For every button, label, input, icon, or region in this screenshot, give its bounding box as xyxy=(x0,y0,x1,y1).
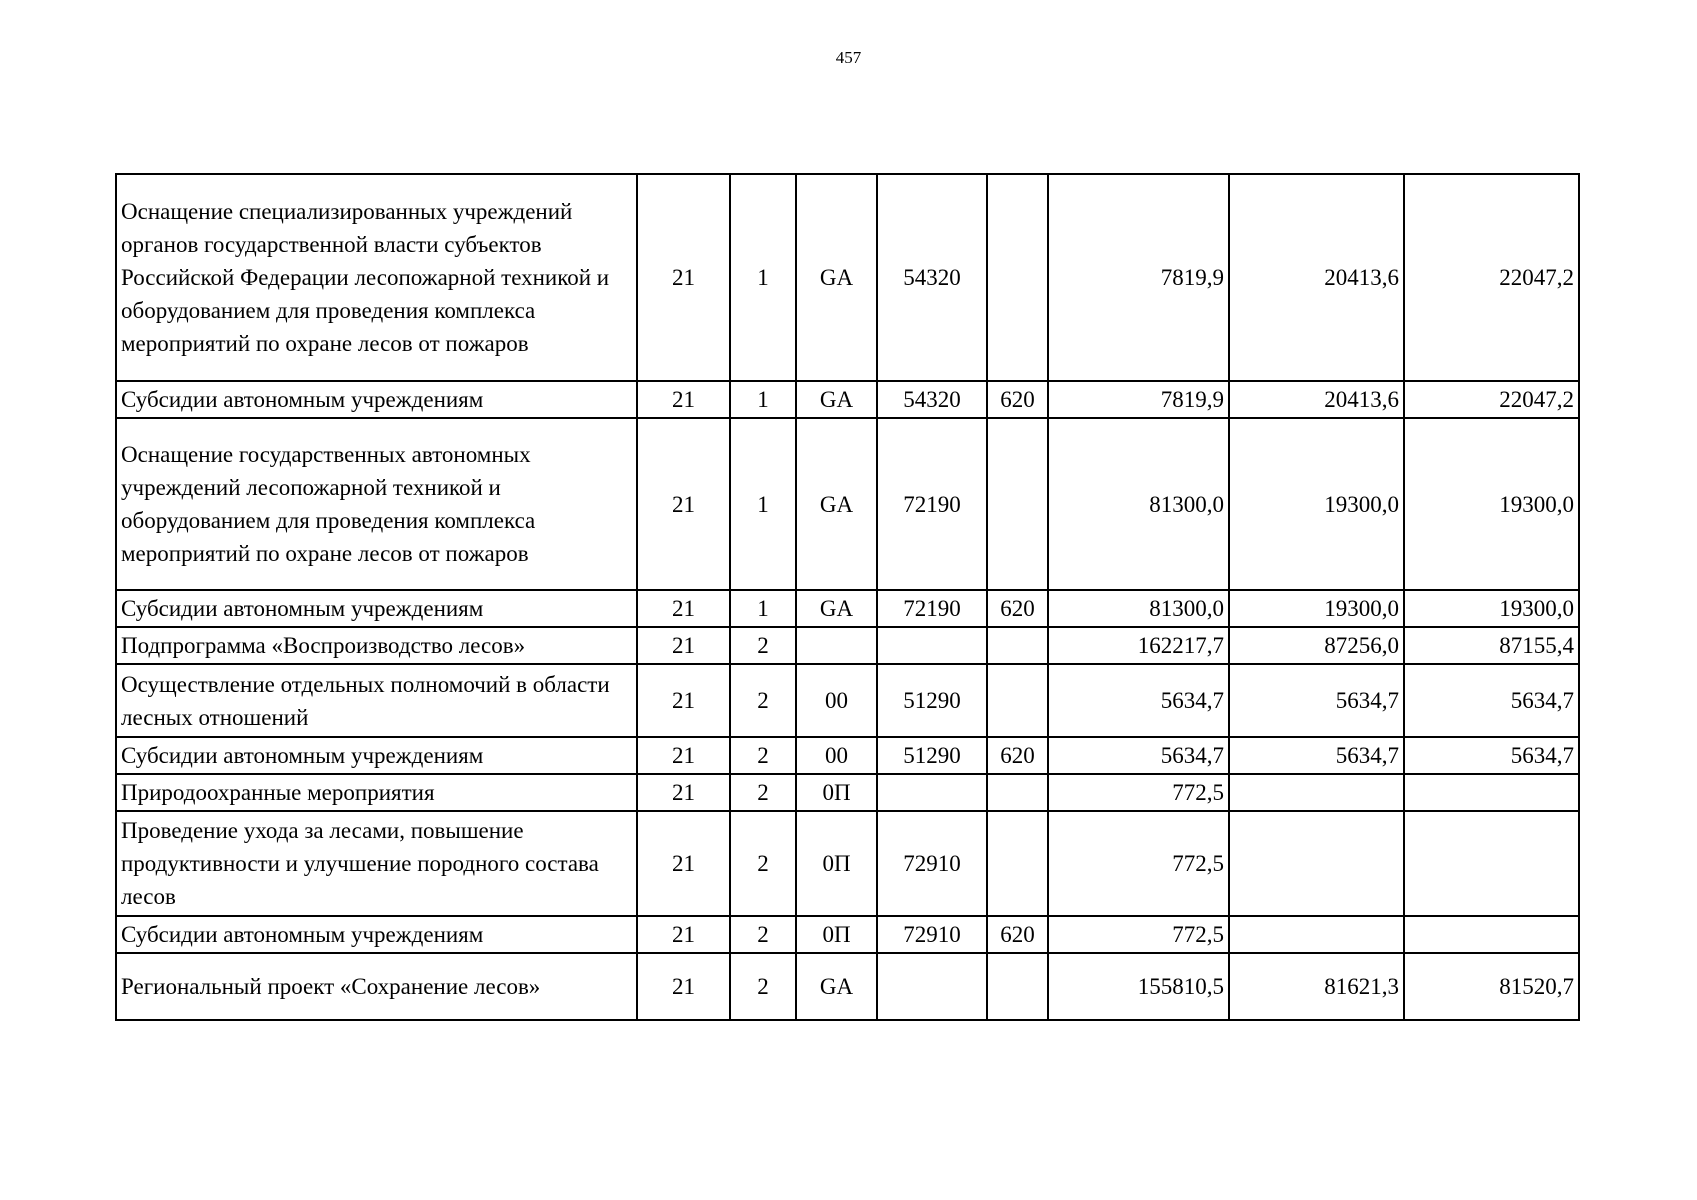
row-amount-3: 87155,4 xyxy=(1404,627,1579,664)
row-name: Субсидии автономным учреждениям xyxy=(116,737,637,774)
row-expense-type xyxy=(987,664,1048,737)
row-amount-2: 20413,6 xyxy=(1229,174,1404,381)
row-program: 21 xyxy=(637,916,730,953)
table-row xyxy=(116,774,1579,811)
table-row xyxy=(116,916,1579,953)
row-amount-3: 5634,7 xyxy=(1404,737,1579,774)
row-direction xyxy=(796,627,877,664)
row-amount-3: 22047,2 xyxy=(1404,381,1579,418)
row-amount-2 xyxy=(1229,811,1404,916)
row-amount-3: 19300,0 xyxy=(1404,418,1579,590)
row-amount-2: 19300,0 xyxy=(1229,418,1404,590)
row-subprogram: 1 xyxy=(730,590,796,627)
row-code: 51290 xyxy=(877,664,987,737)
row-subprogram: 2 xyxy=(730,737,796,774)
row-amount-3: 81520,7 xyxy=(1404,953,1579,1020)
row-code xyxy=(877,774,987,811)
table-row xyxy=(116,664,1579,737)
row-expense-type xyxy=(987,774,1048,811)
row-amount-3: 19300,0 xyxy=(1404,590,1579,627)
row-direction: GA xyxy=(796,174,877,381)
row-amount-3 xyxy=(1404,916,1579,953)
row-amount-1: 7819,9 xyxy=(1048,381,1229,418)
row-program: 21 xyxy=(637,590,730,627)
row-direction: 00 xyxy=(796,664,877,737)
row-code: 72190 xyxy=(877,418,987,590)
row-name: Проведение ухода за лесами, повышение продуктивности и улучшение породного состава лесов xyxy=(116,811,637,916)
row-direction: GA xyxy=(796,953,877,1020)
row-amount-2 xyxy=(1229,916,1404,953)
row-amount-3: 5634,7 xyxy=(1404,664,1579,737)
table-row xyxy=(116,627,1579,664)
row-expense-type: 620 xyxy=(987,381,1048,418)
row-amount-1: 81300,0 xyxy=(1048,418,1229,590)
row-expense-type xyxy=(987,627,1048,664)
row-amount-1: 772,5 xyxy=(1048,916,1229,953)
row-name: Субсидии автономным учреждениям xyxy=(116,381,637,418)
row-direction: GA xyxy=(796,381,877,418)
row-amount-2: 5634,7 xyxy=(1229,664,1404,737)
row-expense-type xyxy=(987,811,1048,916)
row-name: Субсидии автономным учреждениям xyxy=(116,590,637,627)
table-row xyxy=(116,737,1579,774)
row-expense-type: 620 xyxy=(987,737,1048,774)
row-expense-type xyxy=(987,418,1048,590)
row-code: 54320 xyxy=(877,381,987,418)
row-code: 72190 xyxy=(877,590,987,627)
row-subprogram: 2 xyxy=(730,774,796,811)
row-direction: GA xyxy=(796,590,877,627)
row-program: 21 xyxy=(637,381,730,418)
row-subprogram: 2 xyxy=(730,627,796,664)
row-amount-1: 772,5 xyxy=(1048,811,1229,916)
row-code: 51290 xyxy=(877,737,987,774)
row-program: 21 xyxy=(637,774,730,811)
row-name: Природоохранные мероприятия xyxy=(116,774,637,811)
page-number: 457 xyxy=(835,48,862,67)
row-name: Подпрограмма «Воспроизводство лесов» xyxy=(116,627,637,664)
row-amount-2: 19300,0 xyxy=(1229,590,1404,627)
row-expense-type xyxy=(987,953,1048,1020)
table-row xyxy=(116,590,1579,627)
row-name: Оснащение государственных автономных учреждений лесопожарной техникой и оборудованием для проведения комплекса мероприятий по охране лесов от пожаров xyxy=(116,418,637,590)
row-code xyxy=(877,953,987,1020)
row-name: Субсидии автономным учреждениям xyxy=(116,916,637,953)
row-subprogram: 1 xyxy=(730,418,796,590)
row-program: 21 xyxy=(637,418,730,590)
row-direction: GA xyxy=(796,418,877,590)
row-expense-type xyxy=(987,174,1048,381)
table-row xyxy=(116,418,1579,590)
row-amount-2: 20413,6 xyxy=(1229,381,1404,418)
row-name: Региональный проект «Сохранение лесов» xyxy=(116,953,637,1020)
row-subprogram: 1 xyxy=(730,381,796,418)
row-subprogram: 2 xyxy=(730,953,796,1020)
row-amount-1: 5634,7 xyxy=(1048,737,1229,774)
row-program: 21 xyxy=(637,737,730,774)
row-amount-3 xyxy=(1404,774,1579,811)
table-row xyxy=(116,174,1579,381)
row-amount-2 xyxy=(1229,774,1404,811)
row-amount-1: 155810,5 xyxy=(1048,953,1229,1020)
row-program: 21 xyxy=(637,811,730,916)
row-direction: 0П xyxy=(796,916,877,953)
row-subprogram: 2 xyxy=(730,664,796,737)
row-program: 21 xyxy=(637,953,730,1020)
budget-table xyxy=(115,173,1580,1021)
table-row xyxy=(116,381,1579,418)
row-name: Осуществление отдельных полномочий в области лесных отношений xyxy=(116,664,637,737)
row-amount-2: 81621,3 xyxy=(1229,953,1404,1020)
row-code: 54320 xyxy=(877,174,987,381)
row-subprogram: 2 xyxy=(730,916,796,953)
row-amount-1: 162217,7 xyxy=(1048,627,1229,664)
table-row xyxy=(116,811,1579,916)
row-name: Оснащение специализированных учреждений органов государственной власти субъектов Российской Федерации лесопожарной техникой и оборудованием для проведения комплекса мероприятий по охране лесов от пожаров xyxy=(116,174,637,381)
row-amount-2: 5634,7 xyxy=(1229,737,1404,774)
row-direction: 0П xyxy=(796,774,877,811)
row-amount-2: 87256,0 xyxy=(1229,627,1404,664)
row-subprogram: 1 xyxy=(730,174,796,381)
row-direction: 0П xyxy=(796,811,877,916)
row-program: 21 xyxy=(637,627,730,664)
row-amount-1: 81300,0 xyxy=(1048,590,1229,627)
row-program: 21 xyxy=(637,174,730,381)
row-direction: 00 xyxy=(796,737,877,774)
row-subprogram: 2 xyxy=(730,811,796,916)
row-amount-3: 22047,2 xyxy=(1404,174,1579,381)
row-amount-3 xyxy=(1404,811,1579,916)
row-amount-1: 7819,9 xyxy=(1048,174,1229,381)
row-expense-type: 620 xyxy=(987,590,1048,627)
row-expense-type: 620 xyxy=(987,916,1048,953)
row-amount-1: 772,5 xyxy=(1048,774,1229,811)
row-amount-1: 5634,7 xyxy=(1048,664,1229,737)
row-code: 72910 xyxy=(877,811,987,916)
row-code: 72910 xyxy=(877,916,987,953)
table-row xyxy=(116,953,1579,1020)
row-program: 21 xyxy=(637,664,730,737)
row-code xyxy=(877,627,987,664)
